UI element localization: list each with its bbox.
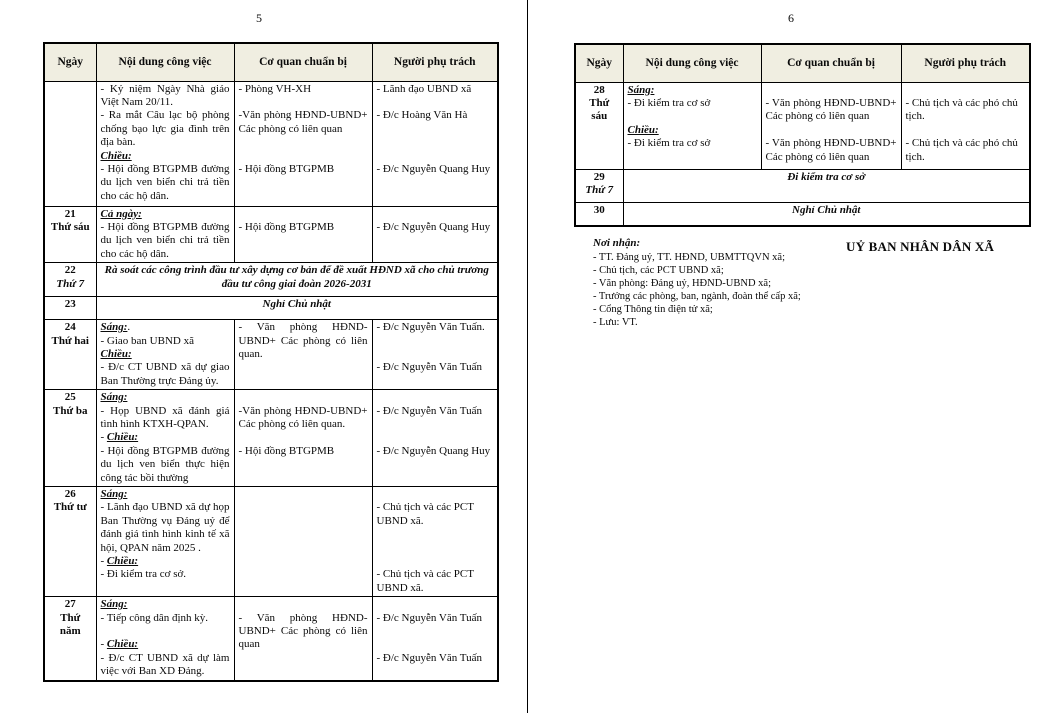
table-body: [44, 81, 498, 681]
agency-cell: [234, 390, 372, 487]
day-number: 21: [64, 207, 76, 220]
column-header-content: Nội dung công việc: [623, 44, 761, 82]
day-number: 30: [593, 203, 605, 216]
table-row: [44, 390, 498, 487]
table-row: [575, 169, 1030, 202]
blank-line: [377, 348, 494, 361]
day-number: 22: [64, 264, 76, 277]
cell-text-line: - Văn phòng HĐND-UBND+ Các phòng có liên quan: [765, 137, 897, 163]
day-cell: [44, 297, 96, 320]
merged-note-cell: Rà soát các công trình đầu tư xây dựng cơ bản để đề xuất HĐND xã cho chủ trương đầu tư công giai đoàn 2026-2031: [96, 263, 498, 297]
table-row: [44, 263, 498, 297]
blank-line: [377, 625, 494, 638]
content-cell: [96, 320, 234, 390]
session-label-line: [101, 391, 230, 404]
person-cell: [372, 487, 498, 597]
day-cell: [44, 206, 96, 263]
weekday-label: Thứ năm: [59, 611, 81, 637]
blank-line: [766, 84, 897, 97]
day-number: 26: [64, 488, 76, 500]
cell-text-line: - Đi kiểm tra cơ sở: [627, 96, 711, 109]
merged-note-cell: Đi kiểm tra cơ sở: [623, 169, 1030, 202]
session-label-line: [101, 348, 230, 361]
session-label-line: - Chiều:: [100, 555, 139, 568]
agency-cell: [761, 82, 901, 169]
blank-line: [377, 418, 494, 431]
column-header-agency: Cơ quan chuẩn bị: [761, 44, 901, 82]
cell-text-line: - Đ/c Nguyễn Văn Tuấn: [376, 404, 483, 417]
blank-line: [377, 208, 494, 221]
table-row: [575, 202, 1030, 226]
cell-text-line: - Hội đồng BTGPMB đường du lịch ven biển thực hiện công tác bồi thường: [100, 444, 230, 484]
blank-line: [239, 391, 368, 404]
blank-line: [239, 208, 368, 221]
agency-cell: [234, 597, 372, 681]
column-header-person: Người phụ trách: [372, 43, 498, 81]
blank-line: [906, 84, 1026, 97]
blank-line: [239, 431, 368, 444]
cell-text-line: - Hội đồng BTGPMB: [238, 162, 335, 175]
column-header-content: Nội dung công việc: [96, 43, 234, 81]
weekday-label: Thứ sáu: [589, 96, 610, 123]
blank-line: [377, 488, 494, 501]
table-row: [44, 206, 498, 263]
cell-text-line: - Văn phòng HĐND-UBND+ Các phòng có liên quan.: [238, 321, 368, 360]
schedule-table-page-5: [43, 42, 499, 682]
blank-line: [377, 555, 494, 568]
cell-text-line: - Đ/c Nguyễn Văn Tuấn.: [376, 321, 485, 334]
cell-text-line: - Đ/c Nguyễn Quang Huy: [376, 162, 491, 175]
agency-cell: [234, 320, 372, 390]
table-row: [44, 320, 498, 390]
table-row: [44, 487, 498, 597]
table-header-row: [44, 43, 498, 81]
blank-line: [239, 150, 368, 163]
day-cell: [44, 487, 96, 597]
page-divider-line: [527, 0, 528, 713]
cell-text-line: -Văn phòng HĐND-UBND+ Các phòng có liên quan: [238, 109, 368, 135]
cell-text-line: - Kỷ niệm Ngày Nhà giáo Việt Nam 20/11.: [100, 82, 230, 108]
merged-note-cell: Nghỉ Chủ nhật: [96, 297, 498, 320]
recipients-block: [593, 237, 843, 329]
day-cell: [44, 263, 96, 297]
cell-text-line: - Đi kiểm tra cơ sở: [627, 137, 711, 150]
blank-line: [377, 542, 494, 555]
day-number: 23: [64, 298, 76, 311]
column-header-agency: Cơ quan chuẩn bị: [234, 43, 372, 81]
weekday-label: Thứ sáu: [50, 220, 90, 233]
person-cell: [372, 390, 498, 487]
session-label-line: - Chiều:: [100, 431, 139, 444]
session-label-line: [101, 488, 230, 501]
cell-text-line: - Đ/c Nguyễn Văn Tuấn: [376, 611, 483, 624]
cell-text-line: - Tiếp công dân định kỳ.: [100, 611, 209, 624]
blank-line: [377, 391, 494, 404]
cell-text-line: - Đ/c Nguyễn Văn Tuấn: [376, 651, 483, 664]
blank-line: [239, 96, 368, 109]
cell-text-line: - Văn phòng HĐND-UBND+ Các phòng có liên quan: [765, 96, 897, 123]
person-cell: [372, 320, 498, 390]
cell-text-line: - Lãnh đạo UBND xã dự họp Ban Thường vụ Đảng uỷ để đánh giá tình hình kinh tế xã hội, QPAN năm 2025 .: [100, 501, 230, 554]
cell-text-line: - Chủ tịch và các phó chủ tịch.: [905, 96, 1018, 123]
cell-text-line: - Chủ tịch và các PCT UBND xã.: [376, 501, 474, 527]
day-number: 28: [593, 83, 605, 96]
schedule-table-page-6: [574, 43, 1031, 227]
cell-text-line: - Hội đồng BTGPMB đường du lịch ven biển chi trả tiền cho các hộ dân.: [100, 220, 230, 260]
content-cell: [96, 597, 234, 681]
content-cell: [96, 81, 234, 206]
column-header-person: Người phụ trách: [901, 44, 1030, 82]
person-cell: [372, 597, 498, 681]
blank-line: [101, 625, 230, 638]
blank-line: [766, 124, 897, 137]
content-cell: [96, 487, 234, 597]
table-row: [575, 82, 1030, 169]
session-label-line: Sáng:.: [100, 321, 131, 334]
cell-text-line: -Văn phòng HĐND-UBND+ Các phòng có liên quan.: [238, 404, 368, 430]
cell-text-line: - Đ/c CT UBND xã dự làm việc với Ban XD Đảng.: [100, 651, 230, 678]
cell-text-line: - Giao ban UBND xã: [100, 334, 194, 347]
agency-cell: [234, 81, 372, 206]
day-cell: [44, 597, 96, 681]
session-label: Sáng:: [100, 391, 128, 404]
person-cell: [372, 81, 498, 206]
session-label: Chiều:: [100, 347, 132, 360]
blank-line: [377, 136, 494, 149]
weekday-label: Thứ 7: [56, 277, 85, 290]
day-number: 25: [64, 391, 76, 404]
agency-cell: [234, 487, 372, 597]
day-cell: [44, 320, 96, 390]
blank-line: [377, 96, 494, 109]
cell-text-line: - Đ/c Nguyễn Văn Tuấn: [376, 361, 483, 374]
session-label-line: - Chiều:: [100, 638, 139, 651]
cell-text-line: - Hội đồng BTGPMB: [238, 220, 335, 233]
session-label-line: [101, 208, 230, 221]
column-header-date: Ngày: [575, 44, 623, 82]
session-label-line: [628, 124, 757, 137]
cell-text-line: - Đi kiểm tra cơ sở.: [100, 568, 187, 581]
day-number: 27: [64, 598, 76, 611]
table-row: [44, 43, 498, 81]
column-header-date: Ngày: [44, 43, 96, 81]
day-cell: [44, 390, 96, 487]
recipients-title: Nơi nhận:: [593, 237, 641, 249]
cell-text-line: - Họp UBND xã đánh giá tình hình KTXH-QPAN.: [100, 404, 230, 430]
cell-text-line: - Hội đồng BTGPMB đường du lịch ven biển chi trả tiền cho các hộ dân.: [100, 162, 230, 202]
weekday-label: Thứ tư: [53, 501, 87, 514]
blank-line: [377, 528, 494, 541]
day-number: 29: [593, 170, 605, 183]
session-label: Sáng:: [627, 83, 655, 96]
recipient-item: - Văn phòng: Đảng uỷ, HĐND-UBND xã;: [593, 278, 771, 289]
session-label: Chiều:: [106, 431, 139, 444]
session-label-line: [101, 150, 230, 163]
session-label: Chiều:: [627, 123, 659, 136]
cell-text-line: - Đ/c Nguyễn Quang Huy: [376, 220, 491, 233]
day-cell: [44, 81, 96, 206]
blank-line: [239, 136, 368, 149]
recipient-item: - Trưởng các phòng, ban, ngành, đoàn thể cấp xã;: [593, 291, 801, 302]
blank-line: [377, 149, 494, 162]
day-cell: [575, 202, 623, 226]
cell-text-line: - Ra mắt Câu lạc bộ phòng chống bạo lực gia đình trên địa bàn.: [100, 109, 230, 149]
content-cell: [96, 206, 234, 263]
blank-line: [377, 123, 494, 136]
cell-text-line: - Đ/c Hoàng Văn Hà: [376, 109, 468, 122]
cell-text-line: - Lãnh đạo UBND xã: [376, 82, 472, 95]
cell-text-line: - Phòng VH-XH: [238, 82, 312, 95]
day-cell: [575, 82, 623, 169]
table-row: [44, 81, 498, 206]
session-label: Sáng:: [100, 321, 128, 334]
cell-text-line: - Chủ tịch và các phó chủ tịch.: [905, 137, 1018, 163]
recipient-item: - Chủ tịch, các PCT UBND xã;: [593, 265, 724, 276]
blank-line: [628, 110, 757, 123]
merged-note-cell: Nghỉ Chủ nhật: [623, 202, 1030, 226]
session-label: Chiều:: [106, 555, 139, 568]
blank-line: [239, 598, 368, 611]
session-label-line: [628, 84, 757, 97]
table-row: [575, 44, 1030, 82]
recipient-item: - Cổng Thông tin điện tử xã;: [593, 304, 713, 315]
page-number-5: 5: [256, 11, 262, 25]
issuing-authority-title: UỶ BAN NHÂN DÂN XÃ: [846, 239, 995, 254]
blank-line: [377, 335, 494, 348]
recipient-item: - TT. Đảng uỷ, TT. HĐND, UBMTTQVN xã;: [593, 252, 785, 263]
session-label: Sáng:: [100, 598, 128, 611]
session-label: Chiều:: [100, 149, 132, 162]
agency-cell: [234, 206, 372, 263]
session-label: Sáng:: [100, 488, 128, 500]
day-cell: [575, 169, 623, 202]
blank-line: [906, 124, 1026, 137]
weekday-label: Thứ 7: [585, 183, 614, 196]
cell-text-line: - Hội đồng BTGPMB: [238, 444, 335, 457]
blank-line: [377, 598, 494, 611]
table-body: [575, 82, 1030, 226]
content-cell: [96, 390, 234, 487]
person-cell: [901, 82, 1030, 169]
blank-line: [377, 431, 494, 444]
blank-line: [377, 638, 494, 651]
table-row: [44, 297, 498, 320]
person-cell: [372, 206, 498, 263]
page-number-6: 6: [788, 11, 794, 25]
recipient-item: - Lưu: VT.: [593, 317, 638, 328]
session-label-line: [101, 598, 230, 611]
cell-text-line: - Đ/c CT UBND xã dự giao Ban Thường trực Đảng ủy.: [100, 361, 230, 387]
cell-text-line: - Chủ tịch và các PCT UBND xã.: [376, 568, 474, 594]
session-label: Chiều:: [106, 638, 139, 651]
table-row: [44, 597, 498, 681]
weekday-label: Thứ ba: [53, 404, 88, 417]
day-number: 24: [64, 321, 76, 334]
table-header-row: [575, 44, 1030, 82]
session-label: Cả ngày:: [100, 207, 142, 220]
weekday-label: Thứ hai: [51, 334, 89, 347]
cell-text-line: - Đ/c Nguyễn Quang Huy: [376, 444, 491, 457]
content-cell: [623, 82, 761, 169]
cell-text-line: - Văn phòng HĐND-UBND+ Các phòng có liên quan: [238, 611, 368, 651]
